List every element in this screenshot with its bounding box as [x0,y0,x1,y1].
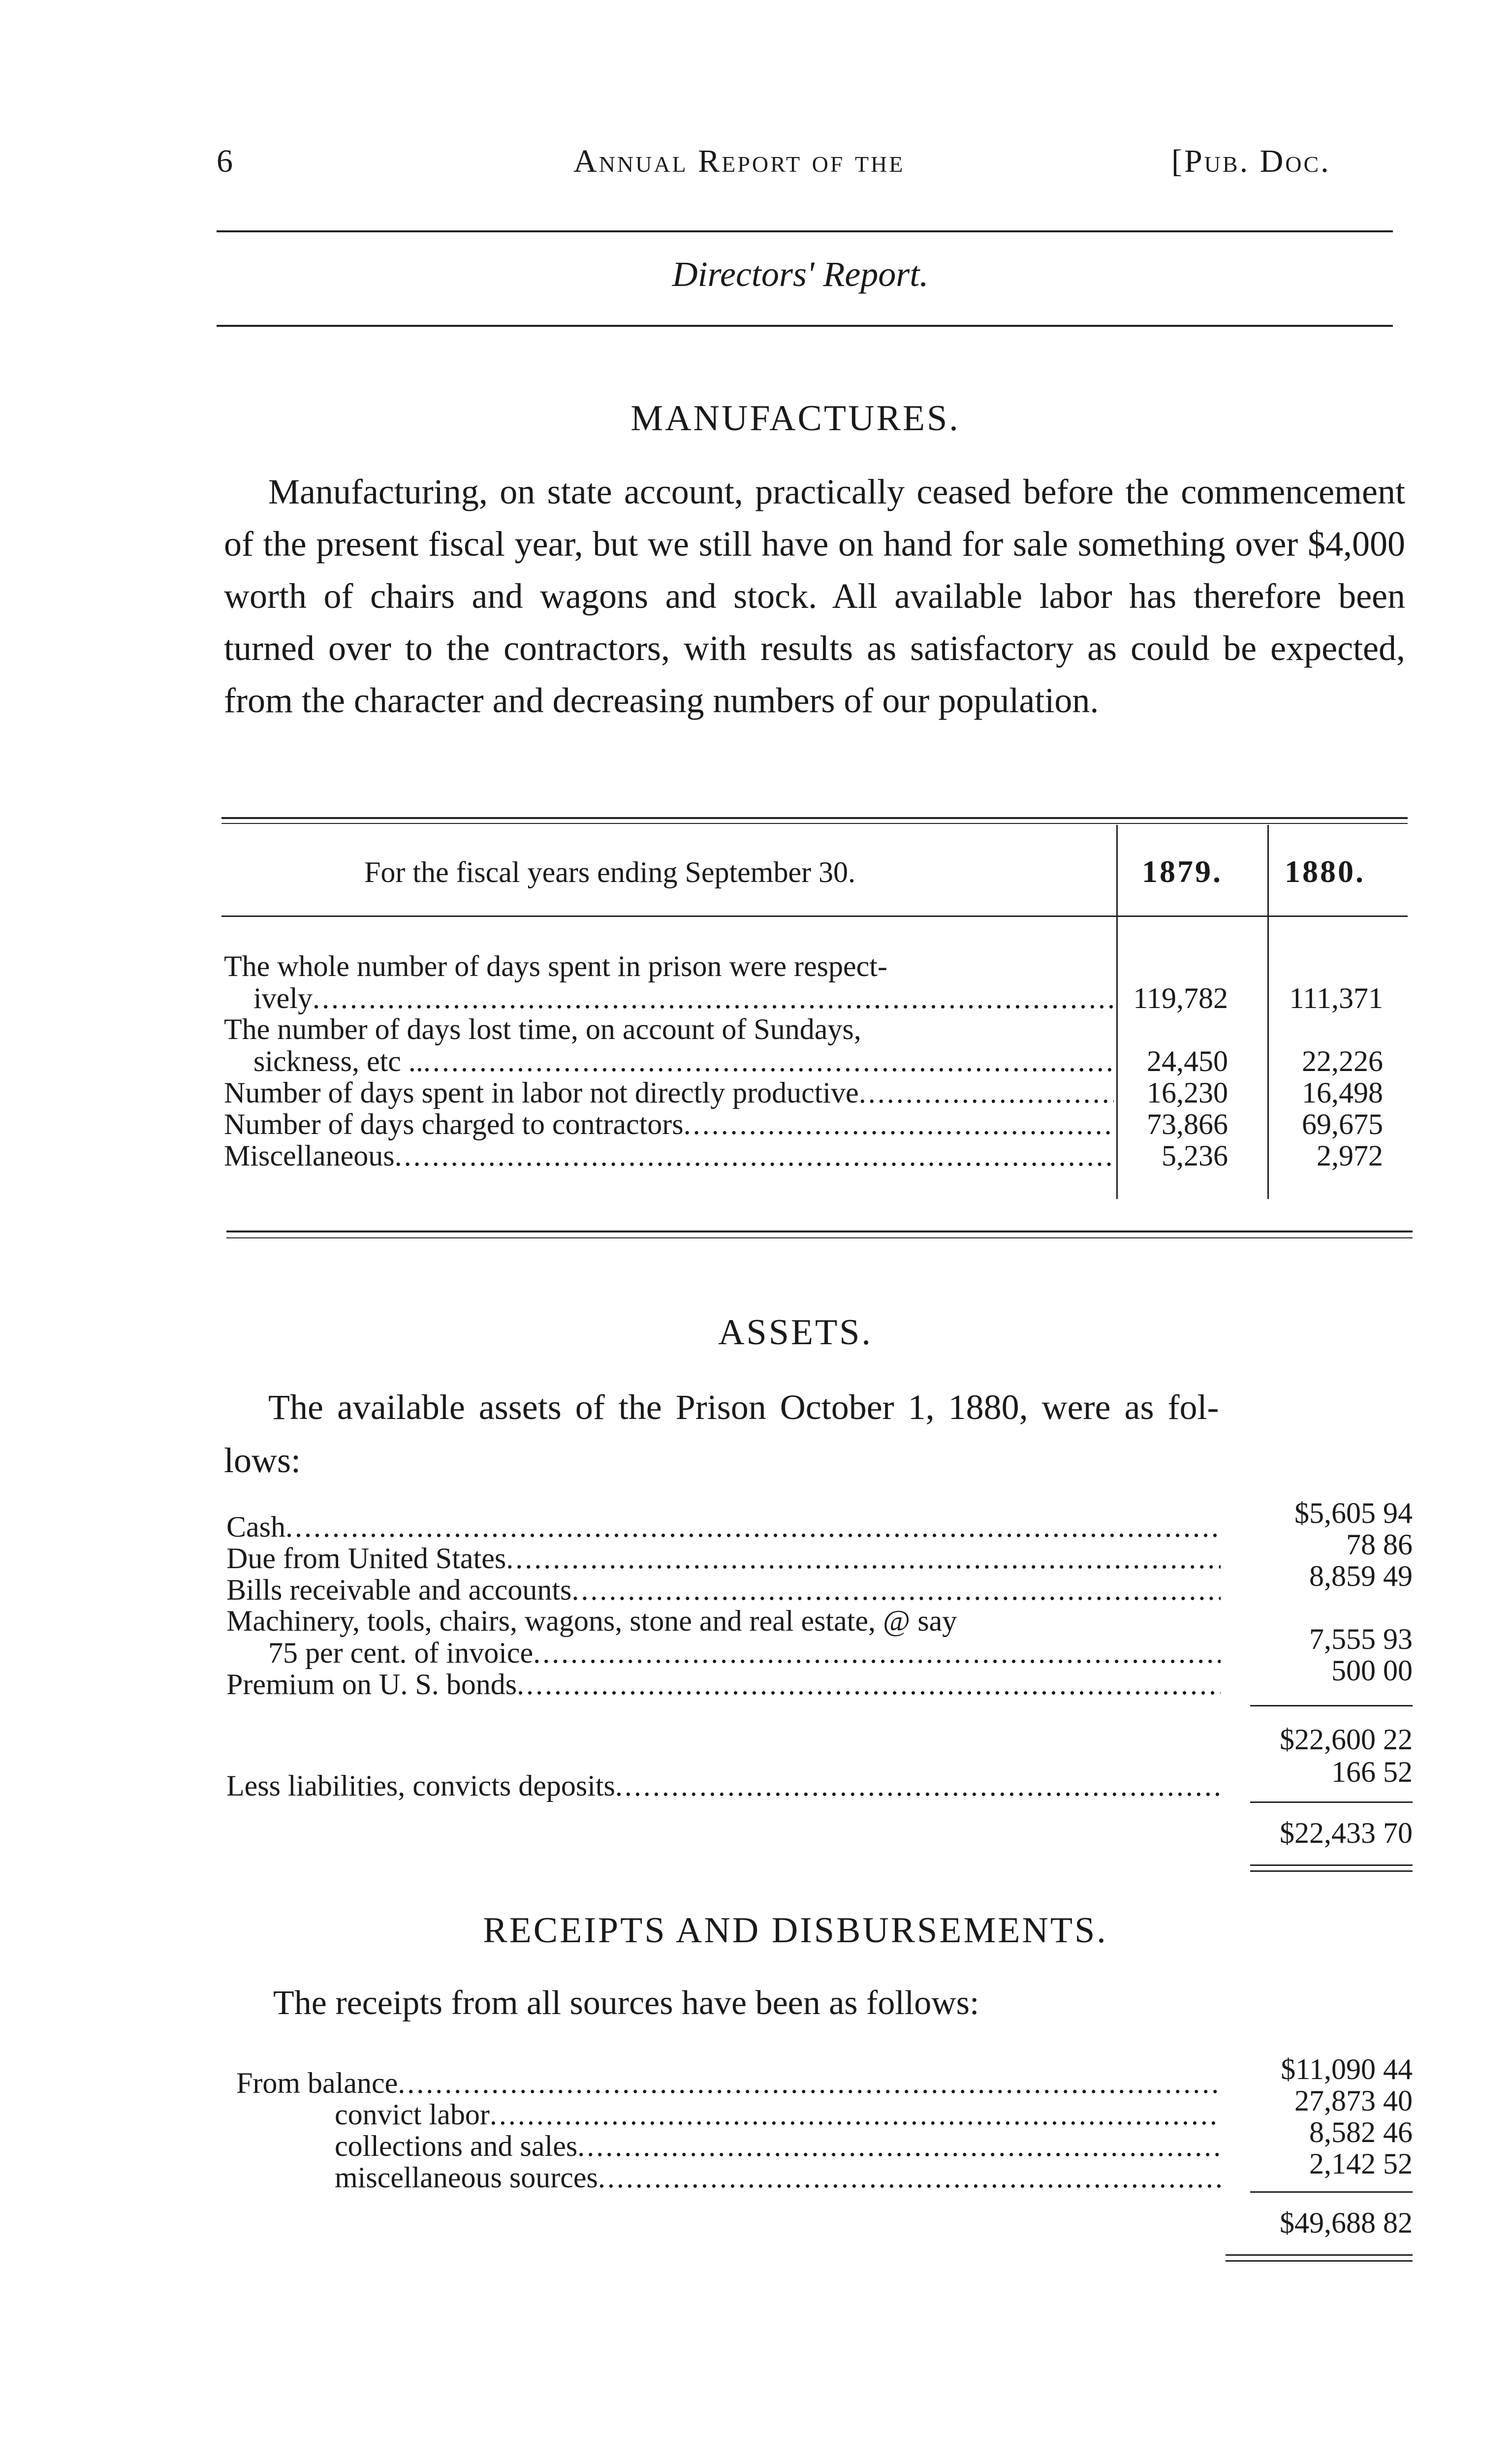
section-rule [217,325,1393,327]
dot-leader [533,1636,1221,1670]
header-rule [217,230,1393,232]
table-header-1880: 1880. [1285,854,1365,889]
receipts-intro: The receipts from all sources have been as follows: [273,1984,979,2022]
table-row-3-1879: 16,230 [1147,1076,1228,1109]
assets-intro-line1: The available assets of the Prison October 1, 1880, were as fol- [268,1388,1219,1427]
table-bottom-rule-2 [226,1237,1413,1238]
table-row-4-1879: 73,866 [1147,1108,1228,1140]
document-type: [Pub. Doc. [1171,143,1331,179]
dot-leader [571,1573,1221,1607]
table-row-4-1880: 69,675 [1302,1108,1383,1140]
table-row-2-line1: The number of days lost time, on account of Sundays, [224,1013,861,1045]
section-title: Directors' Report. [672,254,929,294]
table-bottom-rule [226,1230,1413,1232]
table-row-2-1880: 22,226 [1302,1045,1383,1077]
table-row-2 [253,1044,1114,1078]
asset-label: Cash [226,1511,285,1543]
table-row-2-1879: 24,450 [1147,1045,1228,1077]
receipt-amount: 2,142 52 [1309,2147,1413,2180]
table-row-1-line1: The whole number of days spent in prison were respect- [224,950,887,982]
table-row-1-1879: 119,782 [1133,982,1228,1014]
asset-row-machinery [268,1636,1221,1670]
receipts-total: $49,688 82 [1280,2207,1413,2239]
receipt-amount: $11,090 44 [1281,2053,1413,2085]
table-top-rule [221,817,1408,819]
assets-intro-line2: lows: [224,1441,301,1480]
assets-double-rule [1250,1864,1413,1866]
page-number: 6 [217,143,233,179]
table-caption: For the fiscal years ending September 30. [364,856,856,888]
manufactures-text: Manufacturing, on state account, practically ceased before the commencement of the present fiscal year, but we still have on hand for sale something over $4,000 worth of chairs and wagons and stock. All available labor has therefore been turned over to the contractors, with results as satisfactory as could be expected, from the character and decreasing numbers of our population. [224,472,1405,720]
dot-leader [398,2066,1221,2100]
asset-amount: $5,605 94 [1294,1497,1413,1529]
asset-label: Premium on U. S. bonds [226,1668,517,1701]
running-title: Annual Report of the [573,143,905,179]
asset-amount: 78 86 [1346,1528,1413,1561]
dot-leader [285,1510,1221,1544]
asset-row-due [226,1542,1221,1576]
receipts-double-rule-2 [1226,2260,1413,2262]
assets-subtotal: $22,600 22 [1280,1723,1413,1756]
asset-row-premium [226,1668,1221,1702]
asset-label: Due from United States [226,1542,506,1575]
dot-leader [395,1139,1114,1173]
asset-amount: 8,859 49 [1309,1560,1413,1592]
receipt-row-collections [335,2129,1221,2163]
assets-subtotal-rule [1250,1705,1413,1706]
receipt-label: miscellaneous sources [335,2161,598,2194]
table-row-1-line2: ively [253,982,313,1014]
asset-label: Bills receivable and accounts [226,1574,572,1606]
dot-leader [859,1076,1114,1110]
liabilities-row [226,1769,1221,1803]
asset-machinery-line1: Machinery, tools, chairs, wagons, stone and real estate, @ say [226,1605,957,1637]
table-column-divider-2 [1267,825,1269,1199]
asset-amount: 7,555 93 [1309,1623,1413,1655]
receipt-row-balance [236,2066,1221,2100]
dot-leader [423,1044,1114,1078]
receipt-amount: 27,873 40 [1294,2084,1413,2117]
table-column-divider-1 [1116,825,1118,1199]
dot-leader [490,2098,1221,2132]
dot-leader [313,981,1114,1015]
dot-leader [684,1107,1114,1141]
table-row-5 [224,1139,1114,1173]
asset-row-cash [226,1510,1221,1544]
table-row-2-line2: sickness, etc .. [253,1045,423,1077]
assets-heading: ASSETS. [718,1312,873,1353]
manufactures-paragraph [224,466,1405,726]
receipt-row-convict-labor [335,2098,1221,2132]
receipts-total-rule [1250,2191,1413,2193]
table-row-3-1880: 16,498 [1302,1076,1383,1109]
receipt-row-miscellaneous [335,2161,1221,2195]
table-row-4-label: Number of days charged to contractors [224,1108,684,1140]
table-row-4 [224,1107,1114,1141]
assets-double-rule-2 [1250,1870,1413,1872]
dot-leader [577,2129,1221,2163]
receipt-amount: 8,582 46 [1309,2116,1413,2148]
dot-leader [598,2161,1221,2195]
receipts-heading: RECEIPTS AND DISBURSEMENTS. [483,1910,1108,1951]
manufactures-heading: MANUFACTURES. [630,398,960,439]
table-header-1879: 1879. [1142,854,1223,889]
dot-leader [615,1769,1221,1803]
asset-amount: 500 00 [1331,1654,1413,1687]
receipt-label: collections and sales [335,2130,578,2162]
receipt-label: From balance [236,2067,398,2099]
table-row-5-label: Miscellaneous [224,1139,395,1172]
asset-label: 75 per cent. of invoice [268,1637,534,1669]
receipt-label: convict labor [335,2098,490,2131]
receipts-double-rule [1226,2254,1413,2256]
dot-leader [517,1668,1221,1702]
liabilities-amount: 166 52 [1331,1756,1413,1788]
table-top-rule-2 [221,823,1408,824]
table-header-rule [221,915,1408,917]
table-row-5-1880: 2,972 [1317,1139,1383,1172]
table-row-1-1880: 111,371 [1289,982,1383,1014]
assets-total-rule [1250,1801,1413,1803]
table-row-3-label: Number of days spent in labor not directly productive [224,1076,859,1109]
asset-row-bills [226,1573,1221,1607]
table-row-5-1879: 5,236 [1162,1139,1228,1172]
assets-total: $22,433 70 [1280,1817,1413,1849]
table-row-3 [224,1076,1114,1110]
table-row-1 [253,981,1114,1015]
dot-leader [506,1542,1221,1576]
liabilities-label: Less liabilities, convicts deposits [226,1769,615,1802]
